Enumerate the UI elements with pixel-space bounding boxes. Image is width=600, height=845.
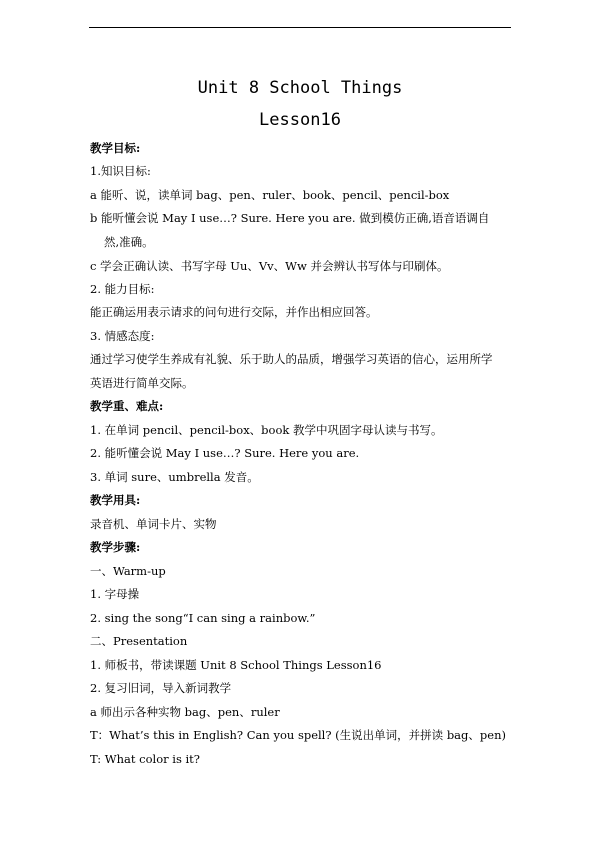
header-rule (89, 27, 511, 28)
heading-teaching-steps: 教学步骤: (90, 540, 141, 554)
text-line: c 学会正确认读、书写字母 Uu、Vv、Ww 并会辨认书写体与印刷体。 (90, 259, 449, 273)
document-title: Unit 8 School Things (197, 78, 403, 98)
heading-key-points: 教学重、难点: (90, 399, 164, 413)
text-line: 2. sing the song“I can sing a rainbow.” (90, 611, 316, 625)
text-line: T：What’s this in English? Can you spell? (生说出单词，并拼读 bag、pen) (90, 728, 506, 742)
text-line: 一、Warm-up (90, 564, 166, 578)
text-line: 能正确运用表示请求的问句进行交际，并作出相应回答。 (90, 305, 378, 319)
text-line: 1. 在单词 pencil、pencil-box、book 教学中巩固字母认读与书写。 (90, 423, 443, 437)
text-line: 3. 单词 sure、umbrella 发音。 (90, 470, 259, 484)
text-line: 英语进行简单交际。 (90, 376, 194, 390)
heading-objectives: 教学目标: (90, 141, 141, 155)
text-line: 2. 复习旧词，导入新词教学 (90, 681, 232, 695)
text-line: 1.知识目标: (90, 164, 151, 178)
text-line: a 能听、说，读单词 bag、pen、ruler、book、pencil、pencil-box (90, 188, 450, 202)
document-subtitle: Lesson16 (259, 110, 341, 130)
text-line: 2. 能听懂会说 May I use…? Sure. Here you are. (90, 446, 360, 460)
text-line: 然,准确。 (104, 235, 154, 249)
text-line: 录音机、单词卡片、实物 (90, 517, 217, 531)
text-line: 二、Presentation (90, 634, 188, 648)
text-line: 1. 师板书，带读课题 Unit 8 School Things Lesson16 (90, 658, 382, 672)
text-line: 1. 字母操 (90, 587, 140, 601)
text-line: a 师出示各种实物 bag、pen、ruler (90, 705, 280, 719)
heading-teaching-aids: 教学用具: (90, 493, 141, 507)
text-line: b 能听懂会说 May I use…? Sure. Here you are. 做到模仿正确,语音语调自 (90, 211, 490, 225)
text-line: 3. 情感态度: (90, 329, 155, 343)
text-line: 通过学习使学生养成有礼貌、乐于助人的品质，增强学习英语的信心，运用所学 (90, 352, 493, 366)
text-line: T: What color is it? (90, 752, 200, 766)
text-line: 2. 能力目标: (90, 282, 155, 296)
